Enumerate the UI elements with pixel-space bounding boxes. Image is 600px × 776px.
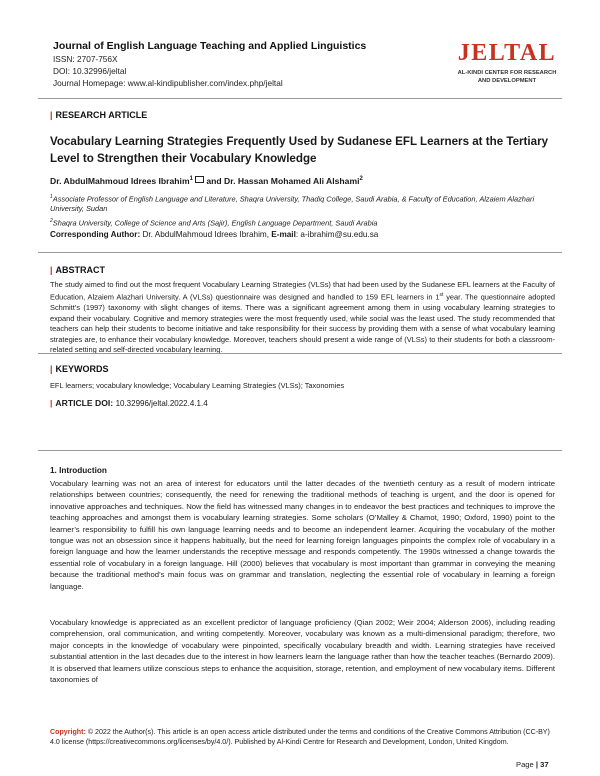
author-2: Dr. Hassan Mohamed Ali Alshami [224, 176, 360, 186]
logo-wordmark: JELTAL [457, 40, 557, 66]
journal-homepage[interactable]: Journal Homepage: www.al-kindipublisher.com/index.php/jeltal [53, 78, 283, 88]
introduction-paragraph-1: Vocabulary learning was not an area of interest for educators until the latter decades of the twentieth century as a result of modern intricate relationships between countries; consequently, the need for renewing the traditional methods of teaching is urgent, and the door is opened for innovative approaches and techniques. Now the field has witnessed many changes in to endeavor the best practices and techniques to improve the teaching approaches and amongst them is vocabulary learning strategies. Some scholars (O’Malley & Chamot, 1990; Oxford, 1990) point to the learner’s responsibility to fulfill his own language learning needs and to become an independent learner. Acquiring the vocabulary of the mother tongue was not an obsession since it happens habitually, but the need for learning foreign languages pinpoints the complex role of vocabulary in a foreign language and how the learner understands the receptive message and responds competently. The 1990s witnessed a change towards the essential role of vocabulary in a foreign language. Hill (2000) believes that vocabulary is most important than grammar in conveying the meaning because the traditional method’s main focus was on grammar and translation, neglecting the essential role of vocabulary in learning a foreign language. [50, 479, 555, 591]
author-line [50, 176, 363, 186]
keywords-divider [38, 353, 562, 354]
introduction-heading: 1. Introduction [50, 466, 107, 475]
keywords-heading: | KEYWORDS [50, 364, 109, 374]
keywords-text: EFL learners; vocabulary knowledge; Vocabulary Learning Strategies (VLSs); Taxonomies [50, 381, 345, 390]
logo-subtitle-1: AL-KINDI CENTER FOR RESEARCH [457, 70, 557, 76]
author-1: Dr. AbdulMahmoud Idrees Ibrahim [50, 176, 190, 186]
logo-subtitle-2: AND DEVELOPMENT [477, 78, 537, 84]
journal-issn: ISSN: 2707-756X [53, 54, 118, 64]
corresponding-name: Dr. AbdulMahmoud Idrees Ibrahim, [142, 230, 269, 239]
author-2-sup: 2 [359, 176, 363, 183]
author-1-sup: 1 [189, 176, 193, 183]
journal-logo [452, 40, 562, 85]
article-type: | RESEARCH ARTICLE [50, 110, 148, 120]
corresponding-label: Corresponding Author: [50, 230, 141, 239]
introduction-paragraph-2: Vocabulary knowledge is appreciated as an excellent predictor of language proficiency (Qian 2002; Weir 2004; Alderson 2006), including reading comprehension, oral communication, and writing competently. Moreover, vocabulary was known as a multi-dimensional paradigm; therefore, two major concepts in the knowledge of vocabulary were pinpointed, specifically vocabulary breadth and width. Learning strategies have received substantial attention in the last decades due to the interest in how learners learn the language rather than how the teacher teaches (Bernardo 2009). It is observed that learners utilize conscious steps to enhance the acquisition, storage, retention, and employment of new vocabulary items. Different taxonomies of [50, 618, 555, 685]
abstract-text: The study aimed to find out the most frequent Vocabulary Learning Strategies (VLSs) that had been used by the Sudanese EFL learners at the Faculty of Education, Alzaiem Alazhari University. A (VLSs) questionnaire was designed and handled to 159 EFL learners in 1st year. The questionnaire adopted Schmitt’s (1997) taxonomy with slight changes of items. There was a significant agreement among them in using vocabulary learning strategies to expand their vocabulary. Cognitive and memory strategies were the most frequently used, while social was the least used. The study recommended that teachers can help their students to become initiative and take responsibility for their success by providing them with a sense of what vocabulary learning strategies are, to enhance their vocabulary knowledge. Moreover, teachers should present a wide range of (VLSs) to their students for both a classroom-related setting and self-directed vocabulary learning. [50, 280, 555, 354]
corresponding-email[interactable]: : a-ibrahim@su.edu.sa [295, 230, 379, 239]
email-icon[interactable] [195, 176, 204, 183]
corresponding-author [50, 230, 378, 239]
article-doi-value[interactable]: 10.32996/jeltal.2022.4.1.4 [115, 399, 208, 408]
article-doi: | ARTICLE DOI: 10.32996/jeltal.2022.4.1.4 [50, 398, 208, 408]
email-label: E-mail [271, 230, 296, 239]
author-and: and [206, 176, 222, 186]
journal-name: Journal of English Language Teaching and Applied Linguistics [53, 40, 367, 52]
copyright-notice: Copyright: © 2022 the Author(s). This article is an open access article distributed under the terms and conditions of the Creative Commons Attribution (CC-BY) 4.0 license (https://creativecommons.org/licenses/by/4.0/). Published by Al-Kindi Centre for Research and Development, London, United Kingdom. [50, 728, 550, 746]
journal-doi: DOI: 10.32996/jeltal [53, 66, 127, 76]
header-divider [38, 98, 562, 99]
affiliation-1: $^1$Associate Professor of English Language and Literature, Shaqra University, Thadiq College, Saudi Arabia, & Faculty of Education, Alzaiem Alazhari University, Sudan [50, 194, 535, 214]
body-divider [38, 450, 562, 451]
paper-title: Vocabulary Learning Strategies Frequently Used by Sudanese EFL Learners at the Tertiary Level to Strengthen their Vocabulary Knowledge [50, 135, 549, 165]
abstract-divider [38, 252, 562, 253]
affiliation-2: $^2$Shaqra University, College of Science and Arts (Sajir), English Language Department, Saudi Arabia [50, 218, 378, 228]
page-number: Page | 37 [516, 760, 549, 769]
abstract-heading: | ABSTRACT [50, 265, 106, 275]
